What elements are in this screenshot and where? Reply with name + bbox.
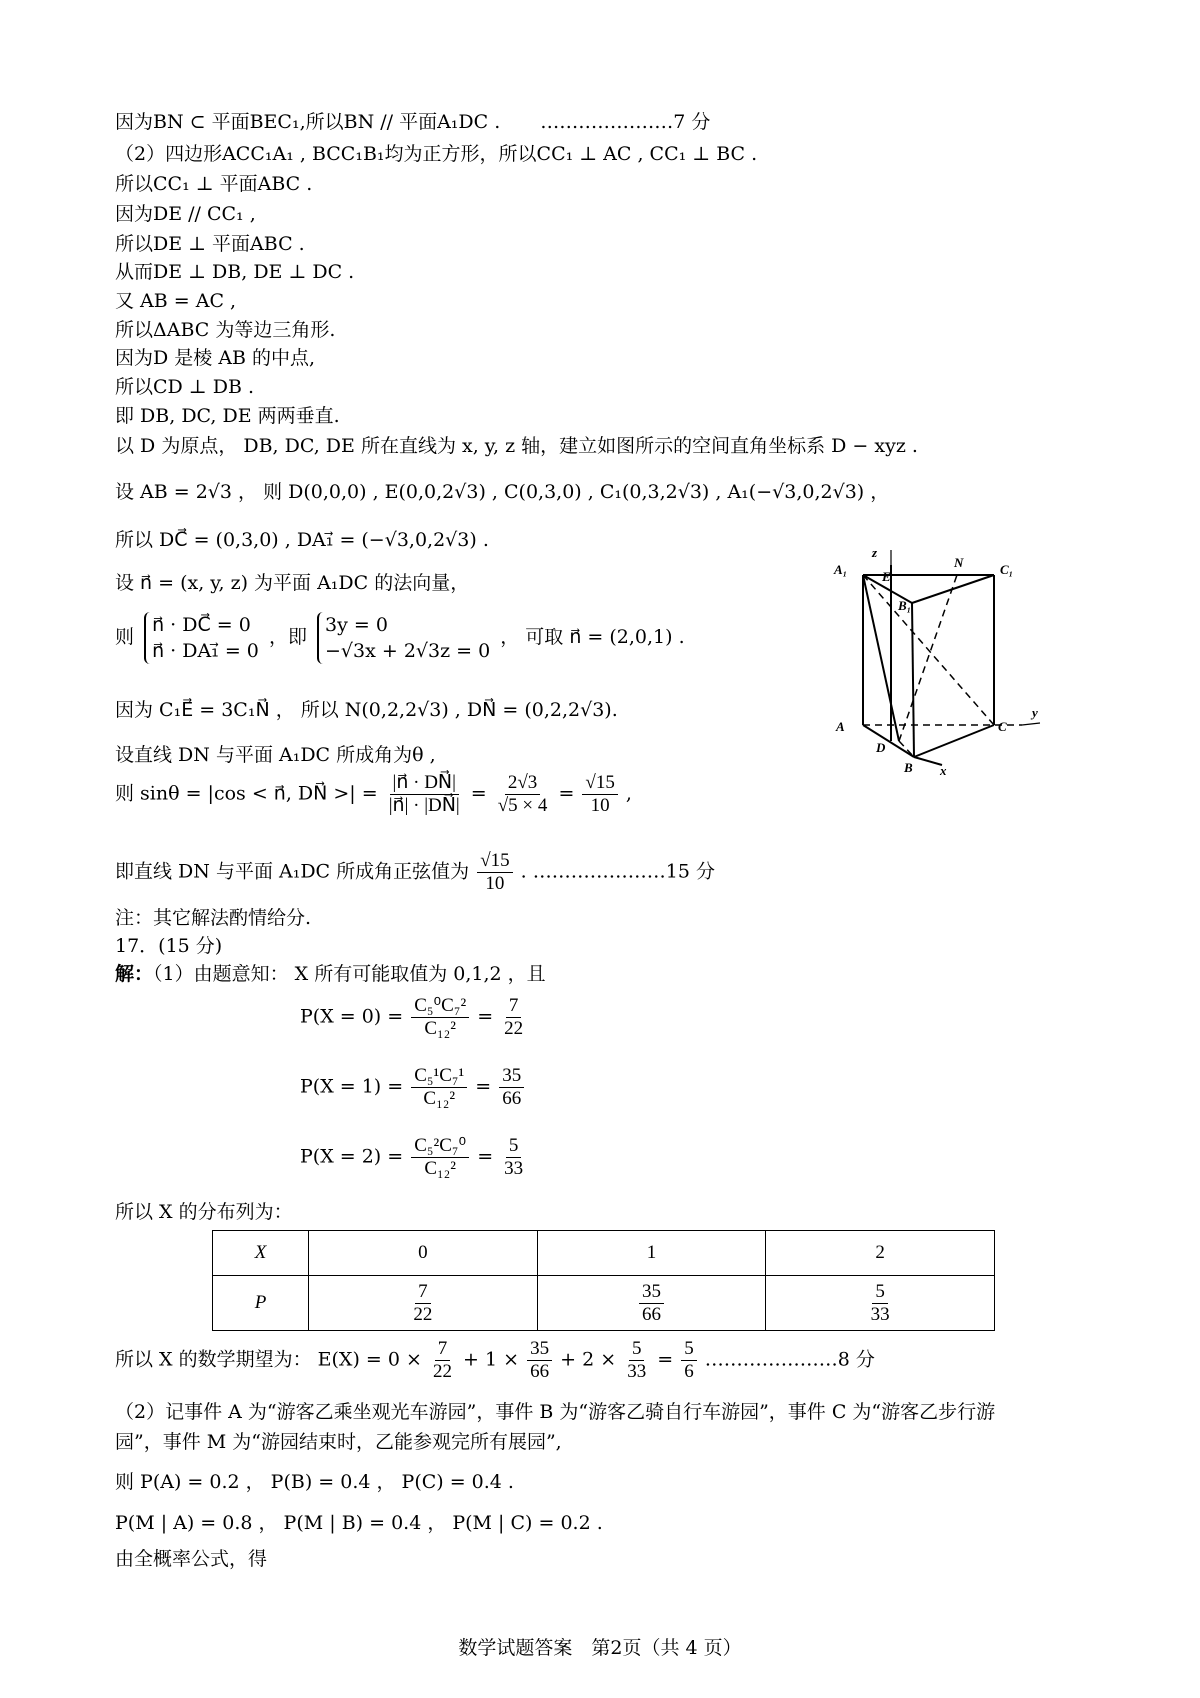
text-line: 所以ΔABC 为等边三角形. bbox=[115, 319, 336, 341]
numerator: 7 bbox=[506, 995, 522, 1018]
fraction bbox=[430, 1338, 455, 1383]
equation-line: 则 sinθ = |cos < n⃗, DN⃗ >| = $\frac{|n⃗ \cdot DN⃗|}{|n⃗| \cdot |DN⃗|}$ = $\frac{2√3}{√5 \times 4}$ = $\frac{√15}{10}$ , bbox=[115, 772, 632, 816]
text-line: 则 P(A) = 0.2 ， P(B) = 0.4 ， P(C) = 0.4 . bbox=[115, 1471, 514, 1493]
equation-system bbox=[144, 612, 259, 664]
text-line bbox=[115, 108, 710, 136]
table-row bbox=[213, 1276, 995, 1331]
equation: n⃗ · DC⃗ = 0 bbox=[152, 614, 251, 636]
label-z: z bbox=[872, 545, 878, 560]
line-text: ，即 bbox=[268, 626, 307, 648]
numerator: 5 bbox=[629, 1338, 645, 1361]
fraction bbox=[582, 772, 617, 817]
fraction bbox=[501, 1135, 526, 1180]
label-A: A bbox=[836, 719, 845, 734]
table-cell bbox=[309, 1276, 538, 1331]
numerator: C₅²C₇⁰ bbox=[411, 1135, 469, 1158]
text-line: 园”，事件 M 为“游园结束时，乙能参观完所有展园”, bbox=[115, 1431, 562, 1453]
table-cell: 2 bbox=[766, 1231, 995, 1276]
line-text: + 2 × bbox=[560, 1348, 617, 1371]
fraction bbox=[499, 1065, 524, 1110]
text-line: 设直线 DN 与平面 A₁DC 所成角为θ , bbox=[115, 744, 436, 766]
line-text: 即直线 DN 与平面 A₁DC 所成角正弦值为 bbox=[115, 860, 470, 883]
fraction bbox=[639, 1281, 664, 1326]
text-line bbox=[115, 960, 546, 988]
text-line: 即 DB, DC, DE 两两垂直. bbox=[115, 405, 340, 427]
fraction bbox=[410, 1281, 435, 1326]
line-text: P(X = 1) = bbox=[300, 1075, 404, 1098]
numerator: C₅¹C₇¹ bbox=[411, 1065, 467, 1088]
text-line: 因为 C₁E⃗ = 3C₁N⃗ ， 所以 N(0,2,2√3) , DN⃗ = (0,2,2√3). bbox=[115, 699, 618, 721]
equation: −√3x + 2√3z = 0 bbox=[325, 640, 491, 662]
label-B1: B₁ bbox=[898, 598, 912, 613]
text-line: 因为DE // CC₁ , bbox=[115, 203, 256, 225]
line-text: 所以 X 的数学期望为： E(X) = 0 × bbox=[115, 1348, 422, 1371]
denominator: 6 bbox=[684, 1361, 694, 1382]
line-text: 则 sinθ = |cos < n⃗, DN⃗ >| = bbox=[115, 782, 378, 805]
table-cell: 0 bbox=[309, 1231, 538, 1276]
probability-line: P(X = 2) = $\frac{\text{C₅²C₇⁰}}{\text{C₁₂²}}$ = $\frac{5}{33}$ bbox=[300, 1135, 528, 1180]
equation-system bbox=[317, 612, 490, 664]
numerator: 35 bbox=[527, 1338, 552, 1361]
text-line: 因为D 是棱 AB 的中点, bbox=[115, 347, 316, 369]
line-text: = bbox=[657, 1348, 674, 1371]
text-line: 设 n⃗ = (x, y, z) 为平面 A₁DC 的法向量， bbox=[115, 572, 470, 594]
label-y: y bbox=[1032, 705, 1038, 720]
text-line: 17．(15 分) bbox=[115, 935, 223, 957]
fraction bbox=[868, 1281, 893, 1326]
numerator: |n⃗ · DN⃗| bbox=[390, 772, 459, 795]
text-line: 注：其它解法酌情给分. bbox=[115, 907, 312, 929]
text-line: 所以 X 的分布列为： bbox=[115, 1201, 293, 1223]
numerator: 35 bbox=[639, 1281, 664, 1304]
fraction bbox=[501, 995, 526, 1040]
fraction bbox=[411, 995, 469, 1040]
numerator: 35 bbox=[499, 1065, 524, 1088]
fraction bbox=[411, 1135, 469, 1180]
text-line: 设 AB = 2√3 ， 则 D(0,0,0) , E(0,0,2√3) , C(0,3,0) , C₁(0,3,2√3) , A₁(−√3,0,2√3) ， bbox=[115, 481, 890, 503]
probability-line: P(X = 1) = $\frac{\text{C₅¹C₇¹}}{\text{C₁₂²}}$ = $\frac{35}{66}$ bbox=[300, 1065, 526, 1110]
score-text: . …………………15 分 bbox=[520, 860, 715, 883]
label-N: N bbox=[954, 555, 964, 570]
denominator: 33 bbox=[504, 1158, 524, 1179]
fraction bbox=[386, 772, 463, 817]
fraction bbox=[527, 1338, 552, 1383]
label-A1: A₁ bbox=[834, 562, 848, 577]
numerator: 7 bbox=[435, 1338, 451, 1361]
numerator: 2√3 bbox=[505, 772, 540, 795]
line-text: 因为BN ⊂ 平面BEC₁,所以BN // 平面A₁DC . bbox=[115, 111, 501, 133]
text-line: （2）记事件 A 为“游客乙乘坐观光车游园”，事件 B 为“游客乙骑自行车游园”，事件 C 为“游客乙步行游 bbox=[115, 1401, 996, 1423]
text-line: 所以DE ⊥ 平面ABC . bbox=[115, 233, 305, 255]
label-E: E bbox=[882, 569, 891, 584]
table-cell: 1 bbox=[537, 1231, 766, 1276]
table-cell: X bbox=[213, 1231, 309, 1276]
table-cell bbox=[537, 1276, 766, 1331]
table-cell bbox=[766, 1276, 995, 1331]
text-line: （2）四边形ACC₁A₁ , BCC₁B₁均为正方形，所以CC₁ ⊥ AC , CC₁ ⊥ BC . bbox=[115, 143, 758, 165]
fraction bbox=[477, 850, 512, 895]
denominator: 66 bbox=[642, 1303, 662, 1325]
table-header-row bbox=[213, 1231, 995, 1276]
equation: 3y = 0 bbox=[325, 614, 388, 636]
numerator: √15 bbox=[582, 772, 617, 795]
probability-line: P(X = 0) = $\frac{\text{C₅⁰C₇²}}{\text{C₁₂²}}$ = $\frac{7}{22}$ bbox=[300, 995, 528, 1040]
text-line: 所以CD ⊥ DB . bbox=[115, 376, 254, 398]
label-C1: C₁ bbox=[1000, 562, 1014, 577]
label-C: C bbox=[998, 719, 1007, 734]
equation-line bbox=[115, 1338, 875, 1383]
numerator: 5 bbox=[506, 1135, 522, 1158]
denominator: 22 bbox=[432, 1361, 452, 1382]
solution-label: 解： bbox=[115, 963, 154, 985]
fraction bbox=[681, 1338, 697, 1383]
denominator: 10 bbox=[485, 873, 505, 894]
denominator: 33 bbox=[627, 1361, 647, 1382]
denominator: 66 bbox=[502, 1088, 522, 1109]
equation-system-line bbox=[115, 612, 685, 664]
numerator: C₅⁰C₇² bbox=[411, 995, 469, 1018]
equation: n⃗ · DA₁⃗ = 0 bbox=[152, 640, 259, 662]
label-x: x bbox=[940, 763, 947, 775]
line-text: + 1 × bbox=[463, 1348, 520, 1371]
prism-coordinate-figure bbox=[822, 545, 1062, 775]
label-B: B bbox=[904, 760, 913, 775]
text-line: 所以CC₁ ⊥ 平面ABC . bbox=[115, 173, 313, 195]
text-line: 又 AB = AC , bbox=[115, 290, 237, 312]
text-line: P(M | A) = 0.8 ， P(M | B) = 0.4 ， P(M | C) = 0.2 . bbox=[115, 1512, 603, 1534]
denominator: 66 bbox=[530, 1361, 550, 1382]
numerator: 5 bbox=[681, 1338, 697, 1361]
fraction bbox=[624, 1338, 649, 1383]
table-cell: P bbox=[213, 1276, 309, 1331]
text-line: 所以 DC⃗ = (0,3,0) , DA₁⃗ = (−√3,0,2√3) . bbox=[115, 529, 489, 551]
fraction bbox=[495, 772, 551, 817]
denominator: C₁₂² bbox=[424, 1018, 456, 1039]
line-text: （1）由题意知： X 所有可能取值为 0,1,2 ，且 bbox=[153, 963, 546, 985]
line-text: 则 bbox=[115, 626, 135, 648]
equation-line bbox=[115, 850, 715, 895]
line-text: P(X = 0) = bbox=[300, 1005, 404, 1028]
denominator: C₁₂² bbox=[424, 1158, 456, 1179]
fraction bbox=[411, 1065, 467, 1110]
text-line: 从而DE ⊥ DB, DE ⊥ DC . bbox=[115, 261, 355, 283]
denominator: √5 × 4 bbox=[497, 795, 548, 816]
denominator: C₁₂² bbox=[423, 1088, 456, 1109]
distribution-table bbox=[212, 1230, 995, 1331]
numerator: 7 bbox=[415, 1281, 431, 1304]
text-line: 由全概率公式，得 bbox=[115, 1548, 268, 1570]
denominator: 22 bbox=[504, 1018, 524, 1039]
label-D: D bbox=[876, 740, 886, 755]
text-line: 以 D 为原点， DB, DC, DE 所在直线为 x, y, z 轴，建立如图所示的空间直角坐标系 D − xyz . bbox=[115, 435, 918, 457]
denominator: 22 bbox=[413, 1303, 433, 1325]
score-text: …………………8 分 bbox=[704, 1348, 875, 1371]
denominator: |n⃗| · |DN⃗| bbox=[388, 795, 460, 816]
page-footer: 数学试题答案 第2页（共 4 页） bbox=[458, 1637, 742, 1659]
numerator: 5 bbox=[872, 1281, 888, 1304]
denominator: 10 bbox=[590, 795, 610, 816]
score-text: …………………7 分 bbox=[540, 111, 711, 133]
denominator: 33 bbox=[870, 1303, 890, 1325]
line-text: P(X = 2) = bbox=[300, 1145, 404, 1168]
line-text: ， 可取 n⃗ = (2,0,1) . bbox=[500, 626, 685, 648]
numerator: √15 bbox=[477, 850, 512, 873]
